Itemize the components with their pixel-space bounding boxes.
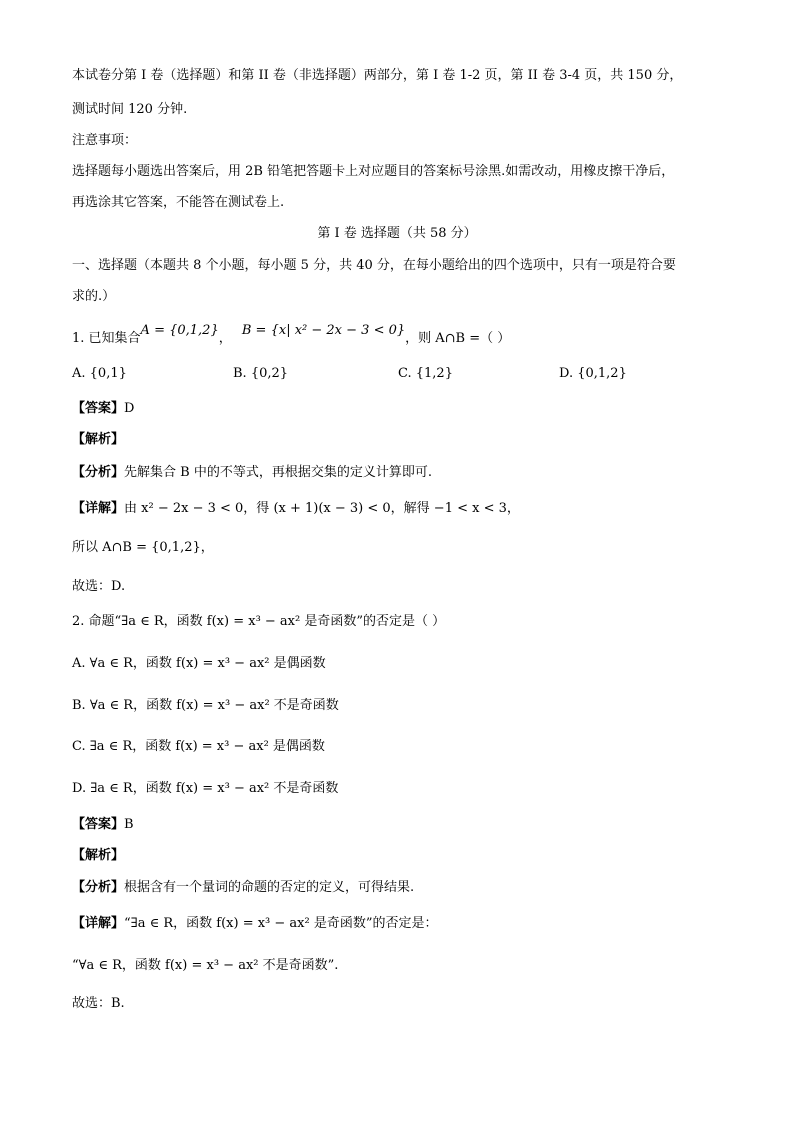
- q2-option-c: C. ∃a ∈ R，函数 f(x) = x³ − ax² 是偶函数: [72, 739, 325, 754]
- q1-option-a: A. {0,1}: [72, 366, 127, 381]
- q1-answer-tag: 【答案】: [72, 401, 125, 416]
- q2-answer: [72, 815, 134, 835]
- q1-set-a: A = {0,1,2}: [140, 323, 219, 338]
- q1-xiangjie-text: 由 x² − 2x − 3 < 0，得 (x + 1)(x − 3) < 0，解得 −1 < x < 3，: [124, 501, 520, 516]
- q1-option-b: B. {0,2}: [233, 366, 289, 381]
- q1-result: 所以 A∩B = {0,1,2}，: [72, 540, 214, 555]
- q2-fenxi-tag: 【分析】: [72, 880, 125, 895]
- q1-analysis-tag: [72, 430, 124, 450]
- section-instruction-1: 一、选择题（本题共 8 个小题，每小题 5 分，共 40 分，在每小题给出的四个选项中，只有一项是符合要: [72, 258, 676, 273]
- q1-stem-suffix: ，则 A∩B =（ ）: [405, 331, 511, 346]
- section-instruction-2: 求的.）: [72, 289, 116, 304]
- q1-xiangjie-tag: 【详解】: [72, 501, 125, 516]
- q2-option-d: D. ∃a ∈ R，函数 f(x) = x³ − ax² 不是奇函数: [72, 781, 339, 796]
- q1-option-d: D. {0,1,2}: [559, 366, 627, 381]
- q1-stem: [72, 323, 511, 349]
- q2-answer-tag: 【答案】: [72, 817, 125, 832]
- q2-fenxi-text: 根据含有一个量词的命题的否定的定义，可得结果.: [124, 880, 415, 895]
- q1-answer-value: D: [124, 401, 135, 416]
- q1-fenxi-text: 先解集合 B 中的不等式，再根据交集的定义计算即可.: [124, 465, 432, 480]
- notes-line-1: 选择题每小题选出答案后，用 2B 铅笔把答题卡上对应题目的答案标号涂黑.如需改动，用橡皮擦干净后，: [72, 164, 675, 179]
- q1-sep: ，: [218, 331, 232, 346]
- notes-title: 注意事项：: [72, 133, 138, 148]
- q2-stem: 2. 命题“∃a ∈ R，函数 f(x) = x³ − ax² 是奇函数”的否定是（ ）: [72, 614, 446, 629]
- intro-line-2: 测试时间 120 分钟.: [72, 102, 188, 117]
- notes-line-2: 再选涂其它答案，不能答在测试卷上.: [72, 195, 285, 210]
- q1-analysis-label: 【解析】: [72, 432, 125, 447]
- q1-set-b: B = {x| x² − 2x − 3 < 0}: [241, 323, 406, 338]
- q1-stem-prefix: 1. 已知集合: [72, 331, 141, 346]
- q1-fenxi-tag: 【分析】: [72, 465, 125, 480]
- q1-fenxi: [72, 463, 432, 483]
- q2-option-b: B. ∀a ∈ R，函数 f(x) = x³ − ax² 不是奇函数: [72, 698, 339, 713]
- q2-xiangjie: [72, 914, 438, 934]
- q2-conclusion: 故选：B.: [72, 996, 125, 1011]
- q1-xiangjie: [72, 499, 520, 519]
- q2-analysis-label: 【解析】: [72, 848, 125, 863]
- q1-answer: [72, 399, 134, 419]
- q2-xiangjie-tag: 【详解】: [72, 916, 125, 931]
- q2-fenxi: [72, 878, 414, 898]
- q2-xiangjie-text: “∃a ∈ R，函数 f(x) = x³ − ax² 是奇函数”的否定是：: [124, 916, 438, 931]
- section-title: 第 I 卷 选择题（共 58 分）: [317, 226, 477, 241]
- q1-option-c: C. {1,2}: [398, 366, 453, 381]
- q1-conclusion: 故选：D.: [72, 579, 126, 594]
- intro-line-1: 本试卷分第 I 卷（选择题）和第 II 卷（非选择题）两部分，第 I 卷 1-2 页，第 II 卷 3-4 页，共 150 分，: [72, 68, 683, 83]
- q2-answer-value: B: [124, 817, 134, 832]
- q2-analysis-tag: [72, 846, 124, 866]
- q2-option-a: A. ∀a ∈ R，函数 f(x) = x³ − ax² 是偶函数: [72, 656, 326, 671]
- q2-result: “∀a ∈ R，函数 f(x) = x³ − ax² 不是奇函数”.: [72, 958, 339, 973]
